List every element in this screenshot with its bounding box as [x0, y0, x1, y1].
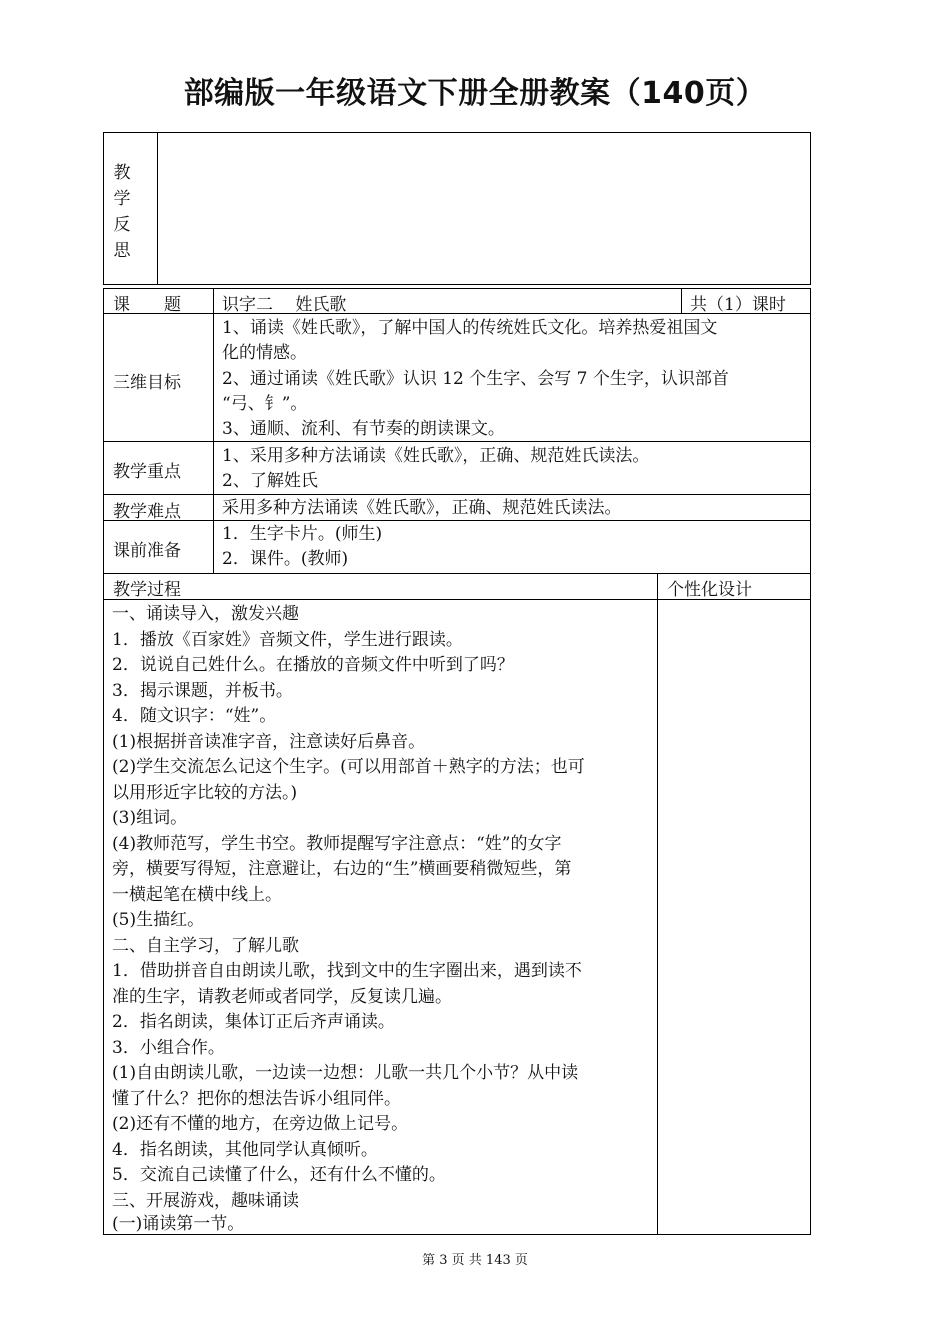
process-header: 教学过程: [113, 580, 181, 600]
process-line: (一)诵读第一节。: [112, 1214, 245, 1234]
reflection-label-char: 思: [113, 241, 131, 261]
preparation-line: 1．生字卡片。(师生): [222, 524, 383, 544]
preparation-label: 课前准备: [113, 541, 181, 561]
row-line: [103, 573, 811, 574]
process-line: 2．指名朗读，集体订正后齐声诵读。: [112, 1012, 395, 1032]
key-points-label: 教学重点: [113, 462, 181, 482]
process-line: 三、开展游戏，趣味诵读: [112, 1191, 299, 1211]
personalized-design-header: 个性化设计: [667, 580, 752, 600]
process-line: 以用形近字比较的方法。): [112, 783, 298, 803]
topic-label: 课 题: [113, 295, 181, 315]
process-line: 准的生字，请教老师或者同学，反复读几遍。: [112, 987, 452, 1007]
process-line: 1．播放《百家姓》音频文件，学生进行跟读。: [112, 630, 463, 650]
periods-divider: [681, 288, 682, 313]
process-line: 2．说说自己姓什么。在播放的音频文件中听到了吗？: [112, 655, 514, 675]
process-line: (2)学生交流怎么记这个生字。(可以用部首＋熟字的方法；也可: [112, 757, 585, 777]
process-line: 1．借助拼音自由朗读儿歌，找到文中的生字圈出来，遇到读不: [112, 961, 582, 981]
process-line: (2)还有不懂的地方，在旁边做上记号。: [112, 1114, 409, 1134]
process-line: 旁，横要写得短，注意避让，右边的“生”横画要稍微短些，第: [112, 859, 572, 879]
process-line: (4)教师范写，学生书空。教师提醒写字注意点：“姓”的女字: [112, 834, 562, 854]
process-line: (1)根据拼音读准字音，注意读好后鼻音。: [112, 732, 426, 752]
label-column-divider: [213, 288, 214, 573]
objectives-line: “弓、钅”。: [222, 394, 308, 414]
objectives-line: 3、通顺、流利、有节奏的朗读课文。: [222, 419, 505, 439]
process-line: (5)生描红。: [112, 910, 205, 930]
process-line: 4．指名朗读，其他同学认真倾听。: [112, 1140, 378, 1160]
page-title: 部编版一年级语文下册全册教案（140页）: [183, 76, 767, 111]
process-line: 5．交流自己读懂了什么，还有什么不懂的。: [112, 1165, 446, 1185]
periods-value: 共（1）课时: [690, 295, 786, 315]
process-line: 4．随文识字：“姓”。: [112, 706, 277, 726]
reflection-label-char: 学: [113, 189, 131, 209]
process-line: 懂了什么？把你的想法告诉小组同伴。: [112, 1089, 401, 1109]
preparation-line: 2．课件。(教师): [222, 549, 349, 569]
process-line: (1)自由朗读儿歌，一边读一边想：儿歌一共几个小节？从中读: [112, 1063, 579, 1083]
difficulties-line: 采用多种方法诵读《姓氏歌》，正确、规范姓氏读法。: [222, 498, 622, 518]
reflection-label-char: 反: [113, 215, 131, 235]
process-line: 3．揭示课题，并板书。: [112, 681, 293, 701]
objectives-line: 化的情感。: [222, 343, 307, 363]
key-points-line: 2、了解姓氏: [222, 471, 318, 491]
objectives-line: 1、诵读《姓氏歌》，了解中国人的传统姓氏文化。培养热爱祖国文: [222, 318, 718, 338]
process-line: 一横起笔在横中线上。: [112, 885, 282, 905]
objectives-line: 2、通过诵读《姓氏歌》认识 12 个生字、会写 7 个生字，认识部首: [222, 369, 729, 389]
process-line: (3)组词。: [112, 808, 188, 828]
reflection-table: [103, 132, 811, 285]
difficulties-label: 教学难点: [113, 502, 181, 522]
row-line: [103, 494, 811, 495]
key-points-line: 1、采用多种方法诵读《姓氏歌》，正确、规范姓氏读法。: [222, 446, 650, 466]
reflection-label: [112, 160, 132, 264]
objectives-label: 三维目标: [113, 373, 181, 393]
side-column-divider: [657, 573, 658, 1235]
process-line: 一、诵读导入，激发兴趣: [112, 604, 299, 624]
reflection-divider: [157, 132, 158, 285]
process-line: 3．小组合作。: [112, 1038, 225, 1058]
page-footer: 第 3 页 共 143 页: [422, 1253, 528, 1268]
reflection-label-char: 教: [113, 163, 131, 183]
topic-value: 识字二 姓氏歌: [222, 295, 347, 315]
process-line: 二、自主学习，了解儿歌: [112, 936, 299, 956]
